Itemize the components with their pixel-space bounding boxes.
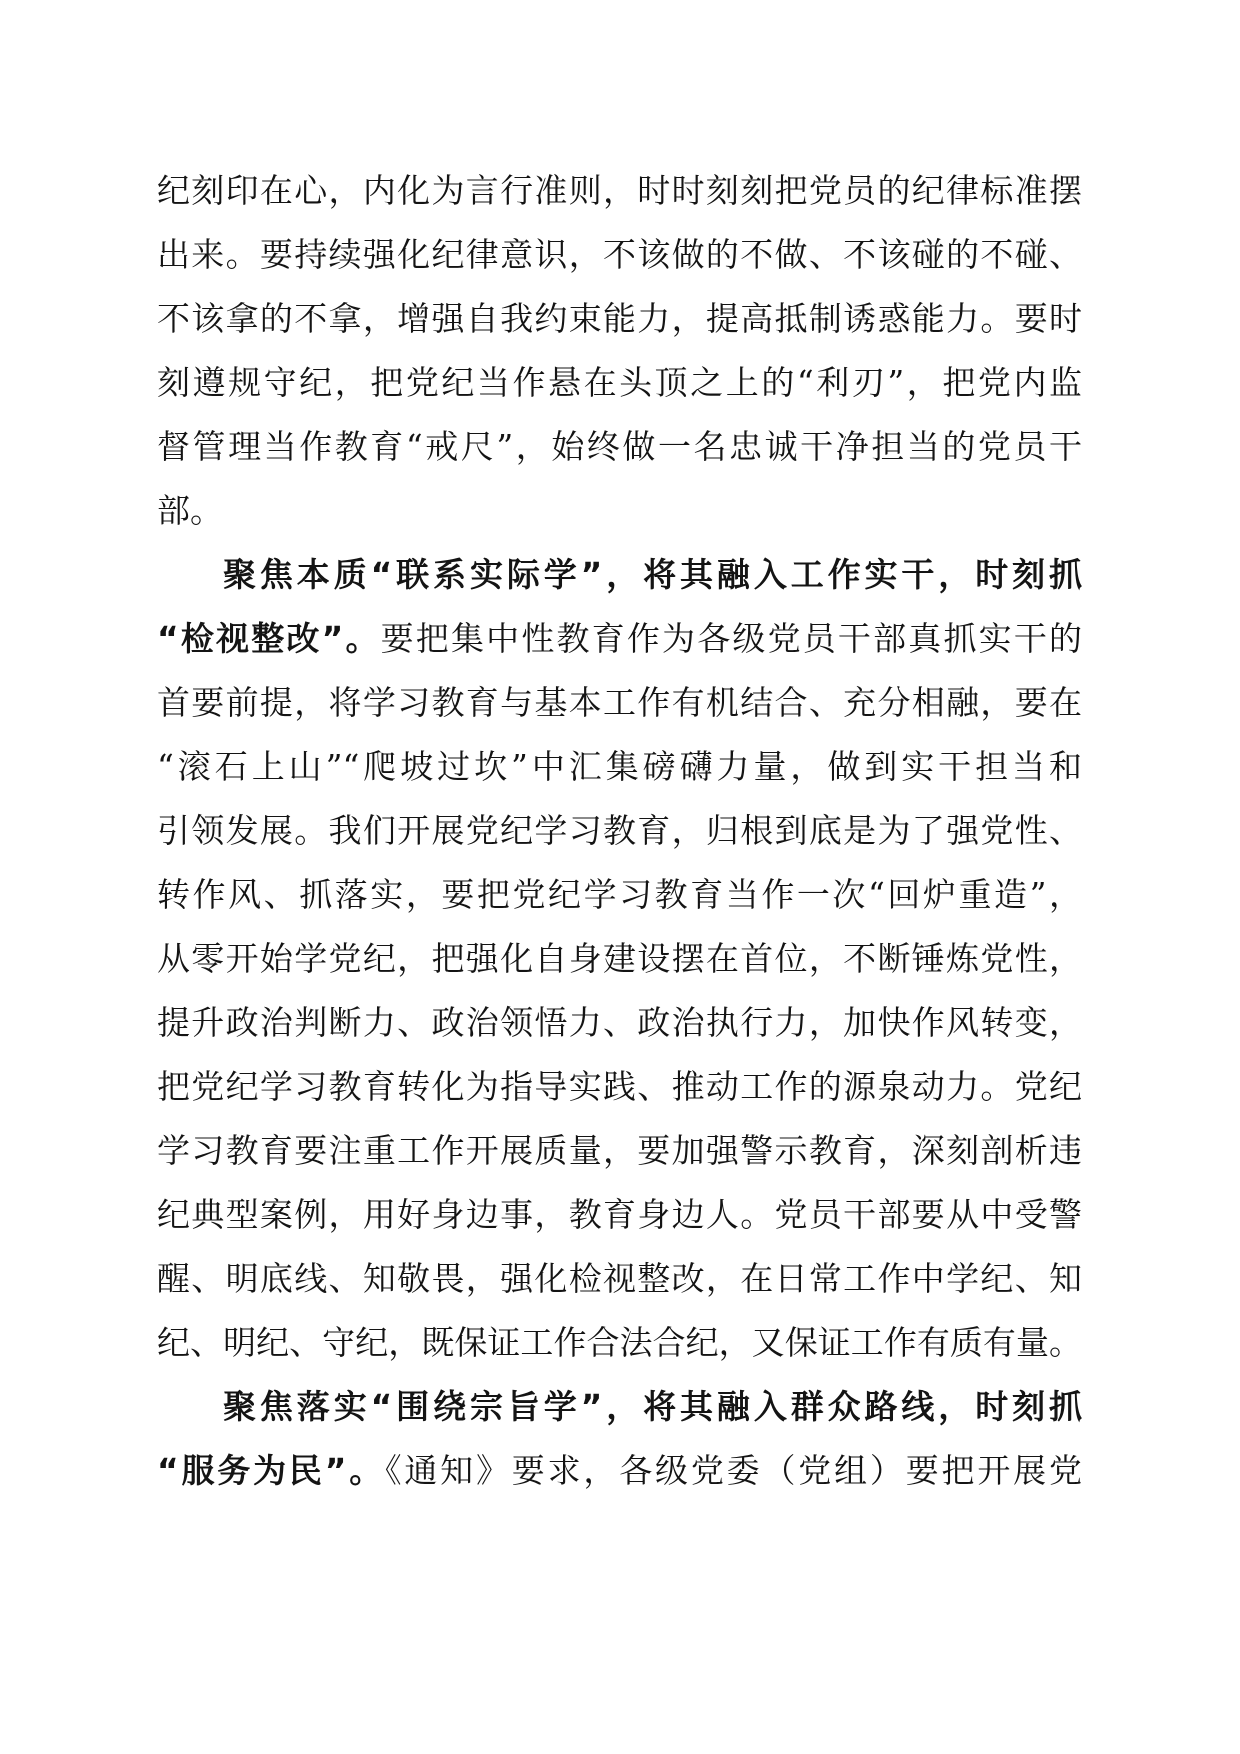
text-line: 醒、明底线、知敬畏，强化检视整改，在日常工作中学纪、知 [157, 1259, 1082, 1298]
text-line: 纪、明纪、守纪，既保证工作合法合纪，又保证工作有质有量。 [157, 1323, 1082, 1362]
text-line: 出来。要持续强化纪律意识，不该做的不做、不该碰的不碰、 [157, 235, 1082, 274]
section-heading-continuation [157, 607, 1082, 671]
text-line: 纪典型案例，用好身边事，教育身边人。党员干部要从中受警 [157, 1195, 1082, 1234]
section-paragraph [157, 1375, 1082, 1503]
text-line: 部。 [157, 491, 223, 530]
text-line: 首要前提，将学习教育与基本工作有机结合、充分相融，要在 [157, 683, 1082, 722]
text-line: 纪刻印在心，内化为言行准则，时时刻刻把党员的纪律标准摆 [157, 171, 1082, 210]
paragraph-continuation [157, 159, 1082, 543]
section-heading-tail: “检视整改”。 [157, 619, 381, 658]
section-heading-tail: “服务为民”。 [157, 1451, 386, 1490]
document-body [157, 159, 1082, 1503]
text-line: “滚石上山”“爬坡过坎”中汇集磅礴力量，做到实干担当和 [157, 747, 1082, 786]
text-line: 转作风、抓落实，要把党纪学习教育当作一次“回炉重造”， [157, 875, 1082, 914]
section-heading: 聚焦落实“围绕宗旨学”，将其融入群众路线，时刻抓 [223, 1387, 1082, 1426]
text-line: 督管理当作教育“戒尺”，始终做一名忠诚干净担当的党员干 [157, 427, 1082, 466]
section-heading: 聚焦本质“联系实际学”，将其融入工作实干，时刻抓 [223, 555, 1082, 594]
text-inline: 要把集中性教育作为各级党员干部真抓实干的 [380, 619, 1082, 658]
text-inline: 《通知》要求，各级党委（党组）要把开展党 [385, 1451, 1082, 1490]
text-line: 不该拿的不拿，增强自我约束能力，提高抵制诱惑能力。要时 [157, 299, 1082, 338]
section-paragraph [157, 543, 1082, 1375]
text-line: 提升政治判断力、政治领悟力、政治执行力，加快作风转变， [157, 1003, 1082, 1042]
text-line: 引领发展。我们开展党纪学习教育，归根到底是为了强党性、 [157, 811, 1082, 850]
text-line: 学习教育要注重工作开展质量，要加强警示教育，深刻剖析违 [157, 1131, 1082, 1170]
text-line: 从零开始学党纪，把强化自身建设摆在首位，不断锤炼党性， [157, 939, 1082, 978]
text-line: 把党纪学习教育转化为指导实践、推动工作的源泉动力。党纪 [157, 1067, 1082, 1106]
text-line: 刻遵规守纪，把党纪当作悬在头顶之上的“利刃”，把党内监 [157, 363, 1082, 402]
section-heading-continuation [157, 1439, 1082, 1503]
